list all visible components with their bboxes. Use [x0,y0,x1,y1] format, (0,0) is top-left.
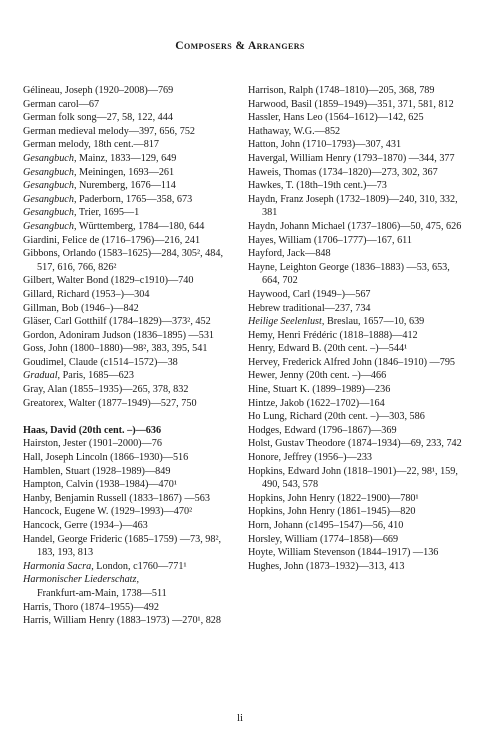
index-entry: Hoyte, William Stevenson (1844–1917) —136 [248,547,439,559]
entry-detail: , London, c1760—771¹ [91,560,187,572]
source-title: Gesangbuch [23,220,74,232]
index-entry: Hall, Joseph Lincoln (1866–1930)—516 [23,452,189,464]
index-column-left [23,84,231,628]
index-entry: German medieval melody—397, 656, 752 [23,125,196,137]
index-entry [23,369,231,383]
index-entry: Goudimel, Claude (c1514–1572)—38 [23,356,178,368]
index-entry: Hopkins, John Henry (1822–1900)—780¹ [248,492,419,504]
index-entry: Hampton, Calvin (1938–1984)—470¹ [23,479,177,491]
index-entry: Hathaway, W.G.—852 [248,125,341,137]
index-entry: Hopkins, John Henry (1861–1945)—820 [248,506,416,518]
index-entry: Hayes, William (1706–1777)—167, 611 [248,234,412,246]
index-entry: Gibbons, Orlando (1583–1625)—284, 305², 484, 517, 616, 766, 826² [23,248,223,273]
index-entry: Goss, John (1800–1880)—98², 383, 395, 541 [23,343,208,355]
index-entry: German carol—67 [23,98,100,110]
index-entry: Horsley, William (1774–1858)—669 [248,533,399,545]
index-entry [23,193,231,207]
index-entry: Gray, Alan (1855–1935)—265, 378, 832 [23,384,189,396]
index-entry: Hughes, John (1873–1932)—313, 413 [248,560,405,572]
entry-detail: , Paderborn, 1765—358, 673 [73,193,193,205]
index-entry: Gillman, Bob (1946–)—842 [23,302,139,314]
index-entry: Haweis, Thomas (1734–1820)—273, 302, 367 [248,166,438,178]
index-entry: Haydn, Johann Michael (1737–1806)—50, 475, 626 [248,220,462,232]
index-entry: Harris, William Henry (1883–1973) —270¹, 828 [23,615,221,627]
index-entry: Ho Lung, Richard (20th cent. –)—303, 586 [248,411,425,423]
index-entry: Hine, Stuart K. (1899–1989)—236 [248,384,391,396]
entry-detail: , Württemberg, 1784—180, 644 [73,220,205,232]
index-entry: German folk song—27, 58, 122, 444 [23,112,173,124]
index-entry: Hairston, Jester (1901–2000)—76 [23,438,162,450]
index-entry: Hodges, Edward (1796–1867)—369 [248,424,397,436]
source-title: Harmonia Sacra [23,560,92,572]
index-entry: Hancock, Eugene W. (1929–1993)—470² [23,506,193,518]
index-entry: Gläser, Carl Gotthilf (1784–1829)—373², 452 [23,316,211,328]
source-title: Gesangbuch [23,193,74,205]
index-entry: Greatorex, Walter (1877–1949)—527, 750 [23,397,197,409]
index-entry: German melody, 18th cent.—817 [23,139,159,151]
index-entry: Henry, Edward B. (20th cent. –)—544¹ [248,343,408,355]
entry-detail: , Paris, 1685—623 [57,370,134,382]
index-entry: Hintze, Jakob (1622–1702)—164 [248,397,385,409]
index-entry: Haydn, Franz Joseph (1732–1809)—240, 310, 332, 381 [248,193,458,219]
index-entry: Handel, George Frideric (1685–1759) —73, 98², 183, 193, 813 [23,533,222,559]
source-title: Gesangbuch [23,207,74,219]
source-title: Heilige Seelenlust [248,316,322,328]
page-number: li [236,712,244,724]
entry-detail: , Nuremberg, 1676—114 [73,180,176,192]
index-entry: Hayne, Leighton George (1836–1883) —53, 653, 664, 702 [248,261,450,287]
source-title: Gesangbuch [23,166,74,178]
index-entry [23,206,231,220]
index-entry: Hayford, Jack—848 [248,248,331,260]
index-entry [23,152,231,166]
entry-detail: , Breslau, 1657—10, 639 [321,316,425,328]
index-entry: Harris, Thoro (1874–1955)—492 [23,601,159,613]
index-entry: Hebrew traditional—237, 734 [248,302,371,314]
index-entry: Honore, Jeffrey (1956–)—233 [248,452,373,464]
index-entry: Havergal, William Henry (1793–1870) —344, 377 [248,152,455,164]
source-title: Gesangbuch [23,152,74,164]
index-entry: Gillard, Richard (1953–)—304 [23,288,150,300]
index-entry: Haas, David (20th cent. –)—636 [23,424,162,436]
index-entry: Holst, Gustav Theodore (1874–1934)—69, 233, 742 [248,438,462,450]
entry-detail: , Trier, 1695—1 [73,207,140,219]
index-entry: Hancock, Gerre (1934–)—463 [23,520,148,531]
source-title: Gesangbuch [23,180,74,192]
index-entry: Horn, Johann (c1495–1547)—56, 410 [248,520,404,531]
entry-detail: , Mainz, 1833—129, 649 [73,152,177,164]
index-entry: Hemy, Henri Frédéric (1818–1888)—412 [248,329,418,341]
index-entry: Harwood, Basil (1859–1949)—351, 371, 581, 812 [248,98,454,110]
entry-detail: , Meiningen, 1693—261 [73,166,175,178]
index-entry [23,179,231,193]
index-entry: Hatton, John (1710–1793)—307, 431 [248,139,402,151]
index-entry [23,166,231,180]
index-entry: Hanby, Benjamin Russell (1833–1867) —563 [23,492,210,504]
index-column-right [248,84,463,573]
index-entry: Harmonischer Liederschatz, [23,574,140,586]
index-entry: Hassler, Hans Leo (1564–1612)—142, 625 [248,112,424,124]
index-entry: Frankfurt-am-Main, 1738—511 [37,587,167,599]
index-entry: Hervey, Frederick Alfred John (1846–1910) —795 [248,356,456,368]
page-title: Composers & Arrangers [175,40,305,52]
index-entry: Hawkes, T. (18th–19th cent.)—73 [248,180,387,192]
index-entry: Haywood, Carl (1949–)—567 [248,288,371,300]
index-entry: Harrison, Ralph (1748–1810)—205, 368, 789 [248,85,435,96]
index-entry: Hamblen, Stuart (1928–1989)—849 [23,465,171,477]
index-entry [23,220,231,234]
index-entry: Gélineau, Joseph (1920–2008)—769 [23,85,174,96]
index-entry [23,560,231,574]
source-title: Gradual [23,370,58,382]
index-entry: Hewer, Jenny (20th cent. –)—466 [248,370,387,382]
index-entry: Giardini, Felice de (1716–1796)—216, 241 [23,234,201,246]
index-entry: Gordon, Adoniram Judson (1836–1895) —531 [23,329,215,341]
index-entry [248,315,463,329]
index-entry: Hopkins, Edward John (1818–1901)—22, 98¹, 159, 490, 543, 578 [248,465,458,491]
index-entry: Gilbert, Walter Bond (1829–c1910)—740 [23,275,194,287]
